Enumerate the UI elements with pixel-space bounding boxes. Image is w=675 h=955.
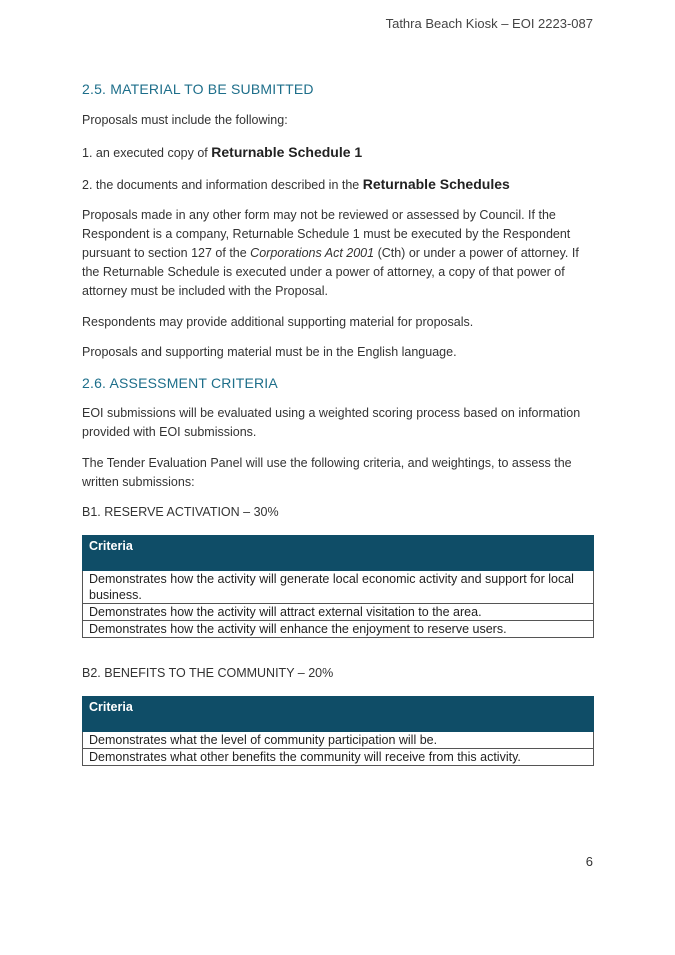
table-cell: Demonstrates what the level of community participation will be. xyxy=(83,732,594,749)
table-cell: Demonstrates what other benefits the community will receive from this activity. xyxy=(83,749,594,766)
table-b1-header: Criteria xyxy=(83,536,594,571)
evaluation-paragraph: EOI submissions will be evaluated using a weighted scoring process based on information provided with EOI submissions. xyxy=(82,406,581,439)
list-item-1-bold: Returnable Schedule 1 xyxy=(211,144,363,160)
table-row xyxy=(83,604,594,621)
proposal-form-text-a: Proposals made in any other form may not be reviewed or assessed by Council. If the Respondent is a company, Returnable Schedule 1 must be executed by the Respondent pursuant to section 127 of the xyxy=(82,208,571,260)
supporting-material-paragraph: Respondents may provide additional supporting material for proposals. xyxy=(82,315,474,329)
list-item-2 xyxy=(82,175,594,195)
language-paragraph: Proposals and supporting material must be in the English language. xyxy=(82,345,457,359)
criteria-intro-paragraph: The Tender Evaluation Panel will use the following criteria, and weightings, to assess the written submissions: xyxy=(82,456,572,489)
proposal-form-paragraph xyxy=(82,206,594,301)
page-number: 6 xyxy=(585,854,593,869)
list-item-1 xyxy=(82,143,594,163)
table-cell: Demonstrates how the activity will enhance the enjoyment to reserve users. xyxy=(83,621,594,638)
section-heading-2-5: 2.5. MATERIAL TO BE SUBMITTED xyxy=(82,81,314,97)
table-b2-title: B2. BENEFITS TO THE COMMUNITY – 20% xyxy=(82,666,334,680)
criteria-table-b2 xyxy=(82,696,594,766)
act-name: Corporations Act 2001 xyxy=(250,246,375,260)
table-row xyxy=(83,571,594,604)
table-cell: Demonstrates how the activity will attract external visitation to the area. xyxy=(83,604,594,621)
section-heading-2-6: 2.6. ASSESSMENT CRITERIA xyxy=(82,375,278,391)
table-row xyxy=(83,749,594,766)
proposal-form-text-b: (Cth) or under a power of attorney. If the Returnable Schedule is executed under a power of attorney, a copy of that power of attorney must be included with the Proposal. xyxy=(82,246,579,298)
table-b1-title: B1. RESERVE ACTIVATION – 30% xyxy=(82,505,279,519)
table-row xyxy=(83,621,594,638)
intro-paragraph: Proposals must include the following: xyxy=(82,113,288,127)
page-header: Tathra Beach Kiosk – EOI 2223-087 xyxy=(385,16,593,31)
table-b2-header: Criteria xyxy=(83,697,594,732)
list-item-2-bold: Returnable Schedules xyxy=(362,176,510,192)
list-item-2-text: 2. the documents and information described in the xyxy=(82,178,363,192)
list-item-1-text: 1. an executed copy of xyxy=(82,146,212,160)
table-row xyxy=(83,732,594,749)
criteria-table-b1 xyxy=(82,535,594,638)
table-cell: Demonstrates how the activity will generate local economic activity and support for local business. xyxy=(83,571,594,604)
